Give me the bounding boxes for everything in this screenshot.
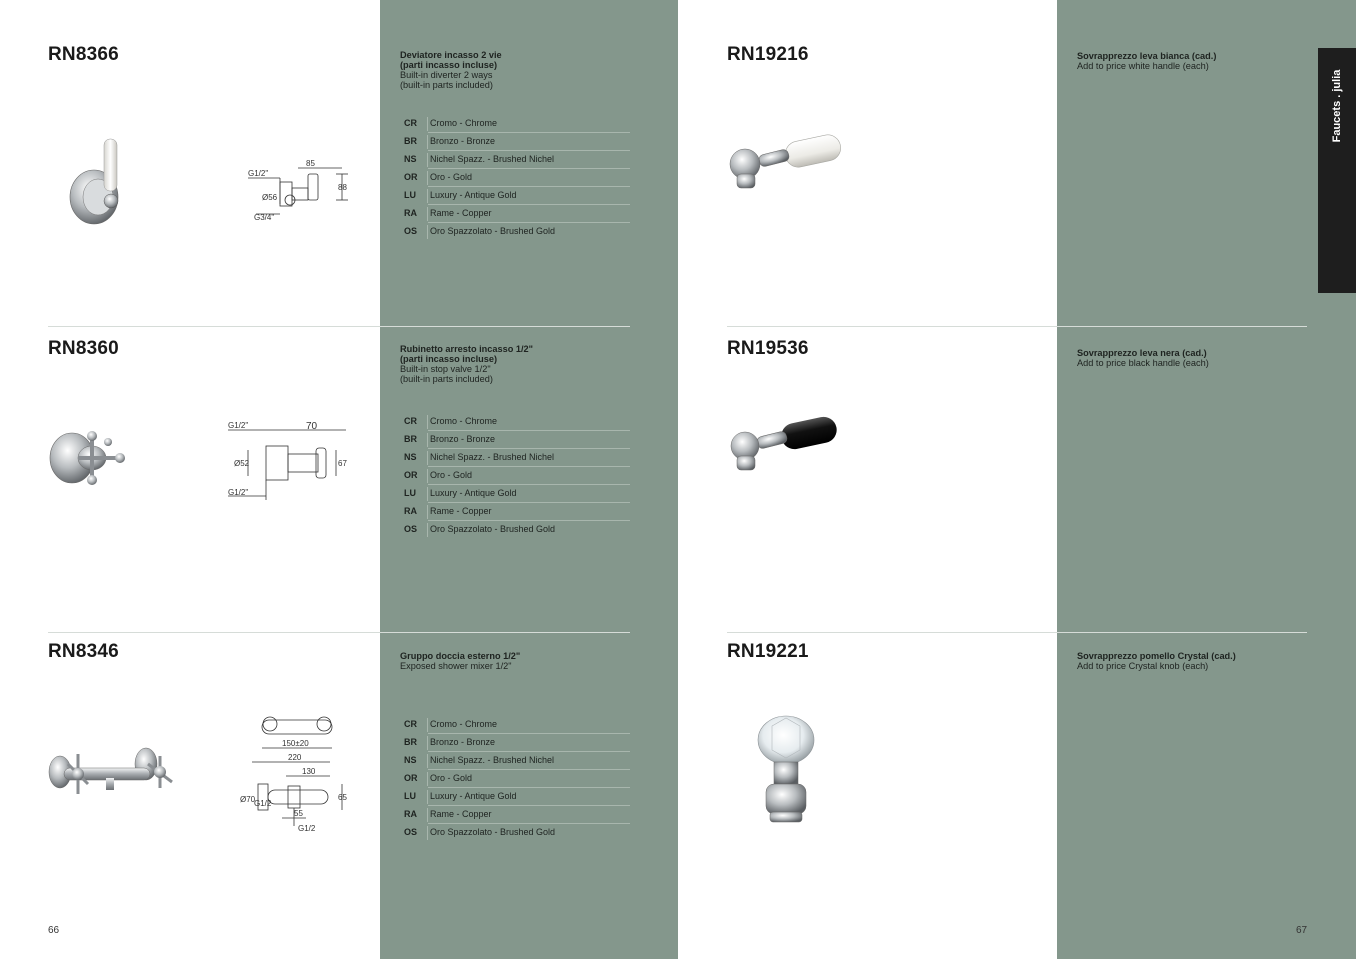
- product-description: [400, 651, 640, 671]
- finish-row: [400, 806, 630, 824]
- finish-row: [400, 115, 630, 133]
- description-english: Add to price Crystal knob (each): [1077, 661, 1209, 671]
- finish-code: RA: [404, 506, 417, 516]
- diverter-product-image: [66, 135, 126, 227]
- divider: [48, 632, 630, 633]
- finish-name: Bronzo - Bronze: [430, 434, 496, 444]
- finish-table: [400, 115, 630, 241]
- finish-row: [400, 752, 630, 770]
- finish-row: [400, 521, 630, 539]
- dim-label: 67: [338, 459, 347, 468]
- description-italian: Gruppo doccia esterno 1/2": [400, 651, 521, 661]
- finish-code: OR: [404, 773, 418, 783]
- section-tab-label: Faucets . julia: [1331, 69, 1343, 143]
- dim-label: G1/2: [298, 824, 316, 833]
- description-italian: Deviatore incasso 2 vie (parti incasso incluse): [400, 50, 502, 70]
- finish-table: [400, 716, 630, 842]
- finish-code: BR: [404, 434, 417, 444]
- finish-row: [400, 205, 630, 223]
- stop-valve-product-image: [48, 428, 126, 486]
- section-tab: [1318, 48, 1356, 293]
- finish-name: Oro Spazzolato - Brushed Gold: [430, 524, 556, 534]
- description-italian: Sovrapprezzo leva bianca (cad.): [1077, 51, 1217, 61]
- dim-label: 70: [306, 421, 318, 432]
- finish-name: Bronzo - Bronze: [430, 136, 496, 146]
- dim-label: Ø70: [240, 795, 256, 804]
- dim-label: Ø56: [262, 193, 278, 202]
- description-italian: Sovrapprezzo leva nera (cad.): [1077, 348, 1207, 358]
- finish-code: OR: [404, 172, 418, 182]
- finish-code: RA: [404, 208, 417, 218]
- description-english: Add to price black handle (each): [1077, 358, 1209, 368]
- product-code: RN8360: [48, 338, 119, 359]
- finish-name: Oro - Gold: [430, 773, 473, 783]
- finish-name: Cromo - Chrome: [430, 719, 498, 729]
- page-number-left: 66: [48, 925, 60, 936]
- finish-code: LU: [404, 791, 416, 801]
- finish-name: Rame - Copper: [430, 809, 492, 819]
- white-handle-product-image: [727, 134, 845, 194]
- finish-name: Nichel Spazz. - Brushed Nichel: [430, 755, 555, 765]
- dim-label: 55: [294, 809, 303, 818]
- finish-code: LU: [404, 190, 416, 200]
- finish-name: Nichel Spazz. - Brushed Nichel: [430, 452, 555, 462]
- product-description: [400, 344, 640, 384]
- product-code: RN8366: [48, 44, 119, 65]
- finish-name: Nichel Spazz. - Brushed Nichel: [430, 154, 555, 164]
- dim-label: 85: [306, 159, 315, 168]
- finish-row: [400, 169, 630, 187]
- dim-label: 88: [338, 183, 347, 192]
- crystal-knob-product-image: [752, 714, 820, 826]
- finish-row: [400, 449, 630, 467]
- description-italian: Rubinetto arresto incasso 1/2" (parti incasso incluse): [400, 344, 534, 364]
- divider: [727, 632, 1307, 633]
- finish-name: Rame - Copper: [430, 208, 492, 218]
- dim-label: G1/2": [228, 421, 249, 430]
- product-description: [1077, 51, 1317, 71]
- finish-name: Oro Spazzolato - Brushed Gold: [430, 827, 556, 837]
- finish-row: [400, 485, 630, 503]
- finish-table: [400, 413, 630, 539]
- finish-code: OS: [404, 524, 418, 534]
- description-english: Built-in stop valve 1/2" (built-in parts included): [400, 364, 493, 384]
- finish-name: Luxury - Antique Gold: [430, 488, 517, 498]
- dim-label: G3/4": [254, 213, 275, 222]
- finish-code: CR: [404, 416, 417, 426]
- finish-row: [400, 413, 630, 431]
- product-description: [1077, 348, 1317, 368]
- description-english: Built-in diverter 2 ways (built-in parts included): [400, 70, 493, 90]
- description-italian: Sovrapprezzo pomello Crystal (cad.): [1077, 651, 1236, 661]
- finish-code: NS: [404, 452, 417, 462]
- finish-name: Rame - Copper: [430, 506, 492, 516]
- finish-row: [400, 187, 630, 205]
- finish-name: Luxury - Antique Gold: [430, 190, 517, 200]
- black-handle-product-image: [727, 416, 839, 476]
- product-code: RN19221: [727, 641, 809, 662]
- finish-code: CR: [404, 719, 417, 729]
- finish-code: CR: [404, 118, 417, 128]
- finish-name: Cromo - Chrome: [430, 416, 498, 426]
- finish-code: OS: [404, 827, 418, 837]
- product-description: [1077, 651, 1317, 671]
- finish-code: NS: [404, 755, 417, 765]
- dim-label: 150±20: [282, 739, 309, 748]
- divider: [48, 326, 630, 327]
- dim-label: 220: [288, 753, 302, 762]
- finish-name: Luxury - Antique Gold: [430, 791, 517, 801]
- finish-row: [400, 788, 630, 806]
- product-code: RN19216: [727, 44, 809, 65]
- finish-name: Bronzo - Bronze: [430, 737, 496, 747]
- divider: [727, 326, 1307, 327]
- finish-row: [400, 770, 630, 788]
- finish-row: [400, 133, 630, 151]
- product-description: [400, 50, 640, 90]
- dim-label: G1/2": [248, 169, 269, 178]
- finish-row: [400, 824, 630, 842]
- shower-mixer-product-image: [48, 738, 178, 800]
- product-code: RN8346: [48, 641, 119, 662]
- finish-code: OR: [404, 470, 418, 480]
- finish-code: NS: [404, 154, 417, 164]
- dim-label: Ø52: [234, 459, 250, 468]
- dim-label: 65: [338, 793, 347, 802]
- diverter-technical-drawing: [246, 156, 352, 226]
- finish-name: Oro - Gold: [430, 172, 473, 182]
- finish-code: LU: [404, 488, 416, 498]
- dim-label: 130: [302, 767, 316, 776]
- finish-name: Oro - Gold: [430, 470, 473, 480]
- finish-row: [400, 503, 630, 521]
- page-number-right: 67: [1296, 925, 1308, 936]
- finish-code: OS: [404, 226, 418, 236]
- right-green-panel: [1057, 0, 1356, 959]
- finish-row: [400, 734, 630, 752]
- finish-row: [400, 223, 630, 241]
- finish-code: RA: [404, 809, 417, 819]
- finish-name: Cromo - Chrome: [430, 118, 498, 128]
- dim-label: G1/2": [228, 488, 249, 497]
- stop-valve-technical-drawing: [226, 416, 352, 504]
- finish-code: BR: [404, 737, 417, 747]
- finish-row: [400, 467, 630, 485]
- dim-label: G1/2: [254, 799, 272, 808]
- shower-mixer-technical-drawing: [238, 710, 354, 840]
- finish-row: [400, 151, 630, 169]
- finish-code: BR: [404, 136, 417, 146]
- finish-row: [400, 716, 630, 734]
- description-english: Exposed shower mixer 1/2": [400, 661, 512, 671]
- product-code: RN19536: [727, 338, 809, 359]
- finish-name: Oro Spazzolato - Brushed Gold: [430, 226, 556, 236]
- description-english: Add to price white handle (each): [1077, 61, 1209, 71]
- finish-row: [400, 431, 630, 449]
